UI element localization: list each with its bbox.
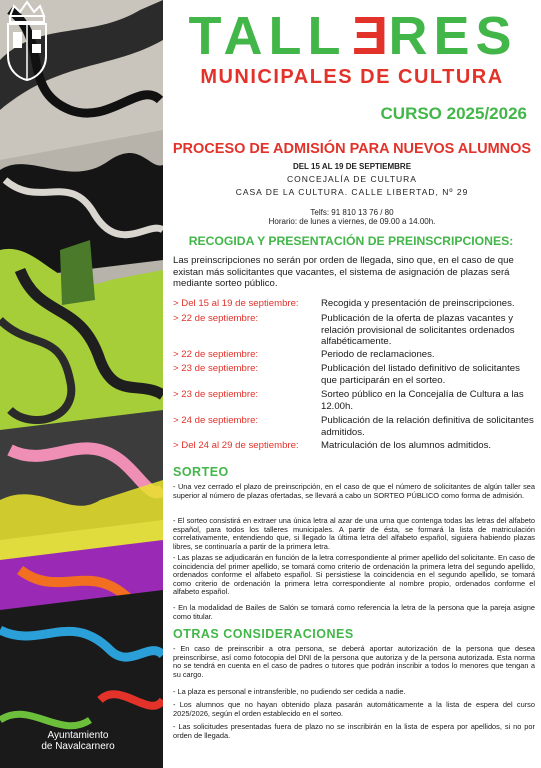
graffiti-artwork [0, 0, 163, 768]
schedule-desc: Recogida y presentación de preinscripciones. [321, 298, 515, 309]
graffiti-image [0, 0, 163, 768]
sorteo-heading: SORTEO [173, 465, 229, 479]
preinscriptions-heading: RECOGIDA Y PRESENTACIÓN DE PREINSCRIPCIONES: [188, 234, 514, 248]
sorteo-paragraph: - En la modalidad de Bailes de Salón se tomará como referencia la letra de la persona que la pareja asigne como titular. [173, 603, 535, 621]
page-subtitle: MUNICIPALES DE CULTURA [200, 66, 504, 88]
phone-numbers: Telfs: 91 810 13 76 / 80 [310, 208, 394, 217]
schedule-date: > 22 de septiembre: [173, 313, 259, 324]
schedule-date: > 23 de septiembre: [173, 363, 259, 374]
schedule-desc: Sorteo público en la Concejalía de Cultura a las 12.00h. [321, 389, 524, 412]
schedule-date: > 24 de septiembre: [173, 415, 259, 426]
office-name: CONCEJALÍA DE CULTURA [287, 174, 417, 184]
coat-of-arms-icon [0, 0, 54, 82]
schedule-date: > 23 de septiembre: [173, 389, 259, 400]
office-address: CASA DE LA CULTURA. CALLE LIBERTAD, Nº 29 [235, 187, 469, 197]
admission-heading: PROCESO DE ADMISIÓN PARA NUEVOS ALUMNOS [172, 141, 532, 157]
schedule-desc: Publicación del listado definitivo de solicitantes que participarán en el sorteo. [321, 363, 520, 386]
schedule-date: > Del 24 al 29 de septiembre: [173, 440, 299, 451]
otras-heading: OTRAS CONSIDERACIONES [173, 627, 354, 641]
preinscriptions-intro: Las preinscripciones no serán por orden de llegada, sino que, en el caso de que existan más solicitantes que vacantes, el sistema de asignación de plazas será mediante sorteo público. [173, 255, 514, 289]
logo-line1: Ayuntamiento [47, 730, 109, 741]
logo-line2: de Navalcarnero [41, 741, 115, 752]
otras-paragraph: - En caso de preinscribir a otra persona, se deberá aportar autorización de la persona que desea preinscribirse, así como fotocopia del DNI de la persona que autoriza y de la persona autorizada. Esta norma no se tendrá en cuenta en el caso de padres o tutores que podrán inscribir a todos lo menores que tengan a su cargo. [173, 644, 535, 679]
schedule-desc: Publicación de la relación definitiva de solicitantes admitidos. [321, 415, 534, 438]
schedule-desc: Periodo de reclamaciones. [321, 349, 435, 360]
admission-dates: DEL 15 AL 19 DE SEPTIEMBRE [292, 162, 412, 171]
title-reversed-letter: E [346, 6, 389, 66]
office-hours: Horario: de lunes a viernes, de 09.00 a 14.00h. [268, 217, 436, 226]
sorteo-paragraph: - Una vez cerrado el plazo de preinscripción, en el caso de que el número de solicitantes de algún taller sea superior al número de plazas ofertadas, se llevará a cabo un SORTEO PÚBLICO como forma de admisión. [173, 482, 535, 500]
otras-paragraph: - La plaza es personal e intransferible, no pudiendo ser cedida a nadie. [173, 687, 406, 696]
page-title [175, 4, 531, 68]
main-content [163, 0, 541, 768]
otras-paragraph: - Las solicitudes presentadas fuera de plazo no se inscribirán en la lista de espera por apellidos, si no por orden de llegada. [173, 722, 535, 740]
title-part1: TALL [188, 6, 347, 66]
schedule-desc: Publicación de la oferta de plazas vacantes y relación provisional de solicitantes ordenados alfabéticamente. [321, 313, 515, 347]
schedule-desc: Matriculación de los alumnos admitidos. [321, 440, 492, 451]
schedule-date: > 22 de septiembre: [173, 349, 259, 360]
schedule-date: > Del 15 al 19 de septiembre: [173, 298, 299, 309]
sorteo-paragraph: - El sorteo consistirá en extraer una única letra al azar de una urna que contenga todas las letras del alfabeto español, para todos los talleres municipales. A partir de ésta, se formará la lista de matriculación correlativamente, entendiendo que, si llegado la última letra del alfabeto español, siguiera habiendo plazas libres, se continuaría a partir de la primera letra. [173, 516, 535, 551]
title-part2: RES [388, 6, 518, 66]
course-year: CURSO 2025/2026 [380, 104, 527, 123]
otras-paragraph: - Los alumnos que no hayan obtenido plaza pasarán automáticamente a la lista de espera del curso 2025/2026, según el orden establecido en el sorteo. [173, 700, 535, 718]
sorteo-paragraph: - Las plazas se adjudicarán en función de la letra correspondiente al primer apellido del solicitante. En caso de coincidencia del primer apellido, se tomará como criterio de ordenación la primera letra del segundo apellido, ordenados conforme el alfabeto español. Si persistiese la coincidencia en el segundo apellido, se tomará como criterio de ordenación la primera letra correspondiente al nombre propio, ordenados conforme el alfabeto español. [173, 553, 535, 597]
